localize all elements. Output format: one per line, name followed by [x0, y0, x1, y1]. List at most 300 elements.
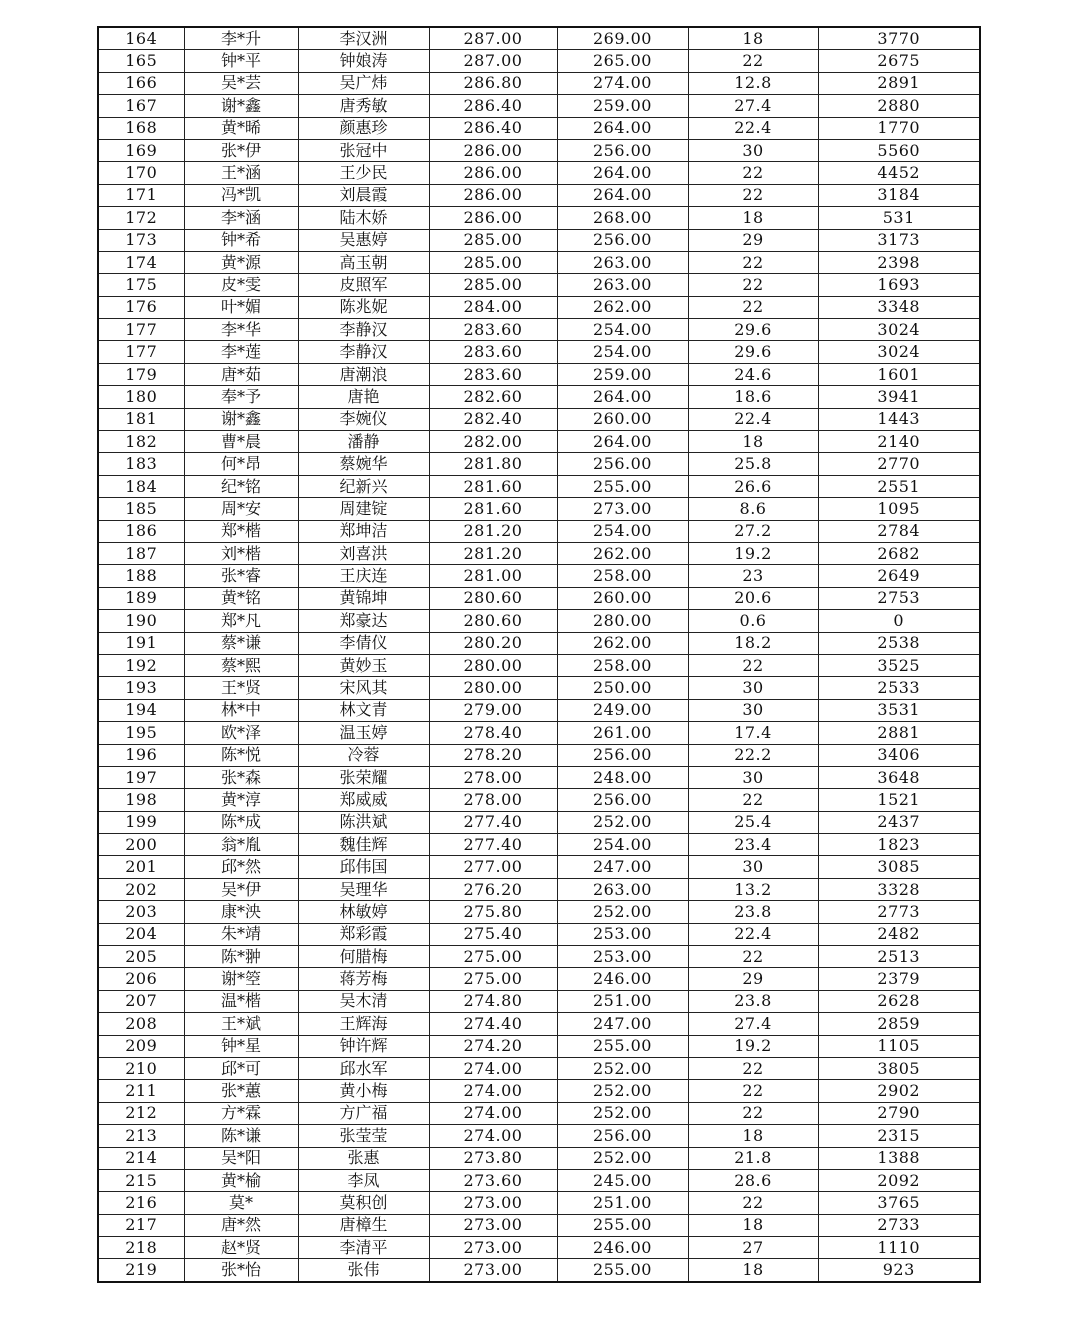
- parent-name-cell: 刘晨霞: [298, 184, 429, 206]
- base-score-cell: 252.00: [557, 1102, 688, 1124]
- table-row: [98, 363, 980, 385]
- distance-cell: 2881: [818, 722, 980, 744]
- bonus-points-cell: 17.4: [688, 722, 818, 744]
- distance-cell: 2902: [818, 1080, 980, 1102]
- rank-cell: 165: [98, 50, 184, 72]
- distance-cell: 2753: [818, 587, 980, 609]
- distance-cell: 2859: [818, 1013, 980, 1035]
- base-score-cell: 264.00: [557, 117, 688, 139]
- student-name-cell: 吴*阳: [184, 1147, 298, 1169]
- distance-cell: 2628: [818, 990, 980, 1012]
- base-score-cell: 251.00: [557, 990, 688, 1012]
- total-score-cell: 273.00: [429, 1237, 557, 1259]
- total-score-cell: 281.20: [429, 542, 557, 564]
- table-row: [98, 968, 980, 990]
- bonus-points-cell: 30: [688, 766, 818, 788]
- rank-cell: 207: [98, 990, 184, 1012]
- student-name-cell: 李*升: [184, 27, 298, 50]
- table-row: [98, 274, 980, 296]
- parent-name-cell: 张莹莹: [298, 1125, 429, 1147]
- total-score-cell: 284.00: [429, 296, 557, 318]
- student-name-cell: 钟*平: [184, 50, 298, 72]
- student-name-cell: 刘*楷: [184, 542, 298, 564]
- parent-name-cell: 黄小梅: [298, 1080, 429, 1102]
- student-name-cell: 康*泱: [184, 901, 298, 923]
- distance-cell: 2675: [818, 50, 980, 72]
- base-score-cell: 245.00: [557, 1169, 688, 1191]
- bonus-points-cell: 23.4: [688, 834, 818, 856]
- rank-cell: 217: [98, 1214, 184, 1236]
- total-score-cell: 275.40: [429, 923, 557, 945]
- total-score-cell: 286.00: [429, 139, 557, 161]
- distance-cell: 2891: [818, 72, 980, 94]
- bonus-points-cell: 0.6: [688, 610, 818, 632]
- bonus-points-cell: 29: [688, 968, 818, 990]
- rank-cell: 170: [98, 162, 184, 184]
- rank-cell: 167: [98, 95, 184, 117]
- base-score-cell: 253.00: [557, 923, 688, 945]
- distance-cell: 3805: [818, 1057, 980, 1079]
- student-name-cell: 吴*伊: [184, 878, 298, 900]
- student-name-cell: 奉*予: [184, 386, 298, 408]
- rank-cell: 183: [98, 453, 184, 475]
- student-name-cell: 莫*: [184, 1192, 298, 1214]
- distance-cell: 1443: [818, 408, 980, 430]
- total-score-cell: 281.00: [429, 565, 557, 587]
- rank-cell: 181: [98, 408, 184, 430]
- bonus-points-cell: 22: [688, 251, 818, 273]
- base-score-cell: 260.00: [557, 587, 688, 609]
- rank-cell: 194: [98, 699, 184, 721]
- bonus-points-cell: 22: [688, 162, 818, 184]
- student-name-cell: 王*贤: [184, 677, 298, 699]
- base-score-cell: 262.00: [557, 542, 688, 564]
- base-score-cell: 260.00: [557, 408, 688, 430]
- table-row: [98, 1237, 980, 1259]
- student-name-cell: 钟*希: [184, 229, 298, 251]
- parent-name-cell: 纪新兴: [298, 475, 429, 497]
- rank-cell: 182: [98, 431, 184, 453]
- bonus-points-cell: 30: [688, 856, 818, 878]
- rank-cell: 216: [98, 1192, 184, 1214]
- table-row: [98, 408, 980, 430]
- student-name-cell: 曹*晨: [184, 431, 298, 453]
- distance-cell: 2379: [818, 968, 980, 990]
- table-row: [98, 766, 980, 788]
- parent-name-cell: 李倩仪: [298, 632, 429, 654]
- bonus-points-cell: 18: [688, 27, 818, 50]
- distance-cell: 2551: [818, 475, 980, 497]
- bonus-points-cell: 22.4: [688, 408, 818, 430]
- bonus-points-cell: 22: [688, 50, 818, 72]
- table-row: [98, 139, 980, 161]
- parent-name-cell: 魏佳辉: [298, 834, 429, 856]
- distance-cell: 1095: [818, 498, 980, 520]
- distance-cell: 2649: [818, 565, 980, 587]
- student-name-cell: 唐*然: [184, 1214, 298, 1236]
- table-row: [98, 453, 980, 475]
- total-score-cell: 278.20: [429, 744, 557, 766]
- parent-name-cell: 邱伟国: [298, 856, 429, 878]
- distance-cell: 2140: [818, 431, 980, 453]
- base-score-cell: 258.00: [557, 565, 688, 587]
- rank-cell: 199: [98, 811, 184, 833]
- student-name-cell: 何*昂: [184, 453, 298, 475]
- table-row: [98, 946, 980, 968]
- distance-cell: 1388: [818, 1147, 980, 1169]
- base-score-cell: 256.00: [557, 229, 688, 251]
- distance-cell: 3406: [818, 744, 980, 766]
- table-row: [98, 632, 980, 654]
- table-row: [98, 923, 980, 945]
- student-name-cell: 王*斌: [184, 1013, 298, 1035]
- bonus-points-cell: 18.6: [688, 386, 818, 408]
- base-score-cell: 269.00: [557, 27, 688, 50]
- total-score-cell: 283.60: [429, 341, 557, 363]
- rank-cell: 188: [98, 565, 184, 587]
- distance-cell: 3173: [818, 229, 980, 251]
- student-name-cell: 黄*源: [184, 251, 298, 273]
- parent-name-cell: 蒋芳梅: [298, 968, 429, 990]
- table-row: [98, 878, 980, 900]
- bonus-points-cell: 22: [688, 654, 818, 676]
- rank-cell: 186: [98, 520, 184, 542]
- student-name-cell: 邱*可: [184, 1057, 298, 1079]
- table-row: [98, 1102, 980, 1124]
- parent-name-cell: 唐秀敏: [298, 95, 429, 117]
- distance-cell: 3648: [818, 766, 980, 788]
- bonus-points-cell: 23: [688, 565, 818, 587]
- distance-cell: 2398: [818, 251, 980, 273]
- total-score-cell: 281.20: [429, 520, 557, 542]
- total-score-cell: 276.20: [429, 878, 557, 900]
- student-name-cell: 方*霖: [184, 1102, 298, 1124]
- distance-cell: 2880: [818, 95, 980, 117]
- table-row: [98, 431, 980, 453]
- table-row: [98, 341, 980, 363]
- student-name-cell: 张*怡: [184, 1259, 298, 1282]
- bonus-points-cell: 27.4: [688, 1013, 818, 1035]
- rank-cell: 180: [98, 386, 184, 408]
- base-score-cell: 252.00: [557, 811, 688, 833]
- bonus-points-cell: 22: [688, 946, 818, 968]
- bonus-points-cell: 22: [688, 1102, 818, 1124]
- rank-cell: 168: [98, 117, 184, 139]
- rank-cell: 203: [98, 901, 184, 923]
- parent-name-cell: 冷蓉: [298, 744, 429, 766]
- parent-name-cell: 张伟: [298, 1259, 429, 1282]
- rank-cell: 196: [98, 744, 184, 766]
- parent-name-cell: 张冠中: [298, 139, 429, 161]
- total-score-cell: 286.00: [429, 184, 557, 206]
- total-score-cell: 273.00: [429, 1259, 557, 1282]
- student-name-cell: 蔡*谦: [184, 632, 298, 654]
- base-score-cell: 262.00: [557, 632, 688, 654]
- distance-cell: 1823: [818, 834, 980, 856]
- rank-cell: 212: [98, 1102, 184, 1124]
- table-row: [98, 27, 980, 50]
- total-score-cell: 280.00: [429, 677, 557, 699]
- student-name-cell: 张*森: [184, 766, 298, 788]
- rank-cell: 175: [98, 274, 184, 296]
- table-row: [98, 856, 980, 878]
- student-name-cell: 冯*凯: [184, 184, 298, 206]
- parent-name-cell: 王庆连: [298, 565, 429, 587]
- table-row: [98, 654, 980, 676]
- distance-cell: 5560: [818, 139, 980, 161]
- total-score-cell: 278.00: [429, 766, 557, 788]
- student-name-cell: 蔡*熙: [184, 654, 298, 676]
- table-row: [98, 296, 980, 318]
- total-score-cell: 286.00: [429, 207, 557, 229]
- total-score-cell: 286.40: [429, 117, 557, 139]
- total-score-cell: 274.80: [429, 990, 557, 1012]
- bonus-points-cell: 26.6: [688, 475, 818, 497]
- parent-name-cell: 张荣耀: [298, 766, 429, 788]
- bonus-points-cell: 30: [688, 677, 818, 699]
- distance-cell: 2315: [818, 1125, 980, 1147]
- bonus-points-cell: 28.6: [688, 1169, 818, 1191]
- base-score-cell: 273.00: [557, 498, 688, 520]
- base-score-cell: 252.00: [557, 1057, 688, 1079]
- base-score-cell: 253.00: [557, 946, 688, 968]
- rank-cell: 187: [98, 542, 184, 564]
- rank-cell: 171: [98, 184, 184, 206]
- rank-cell: 204: [98, 923, 184, 945]
- bonus-points-cell: 22: [688, 1057, 818, 1079]
- rank-cell: 184: [98, 475, 184, 497]
- total-score-cell: 274.20: [429, 1035, 557, 1057]
- bonus-points-cell: 18: [688, 1259, 818, 1282]
- rank-cell: 166: [98, 72, 184, 94]
- distance-cell: 3348: [818, 296, 980, 318]
- table-row: [98, 229, 980, 251]
- student-name-cell: 钟*星: [184, 1035, 298, 1057]
- parent-name-cell: 陆木娇: [298, 207, 429, 229]
- rank-cell: 200: [98, 834, 184, 856]
- distance-cell: 3770: [818, 27, 980, 50]
- total-score-cell: 274.00: [429, 1125, 557, 1147]
- table-row: [98, 565, 980, 587]
- bonus-points-cell: 12.8: [688, 72, 818, 94]
- rank-cell: 198: [98, 789, 184, 811]
- parent-name-cell: 郑豪达: [298, 610, 429, 632]
- student-name-cell: 唐*茹: [184, 363, 298, 385]
- student-name-cell: 翁*胤: [184, 834, 298, 856]
- base-score-cell: 250.00: [557, 677, 688, 699]
- student-name-cell: 陈*谦: [184, 1125, 298, 1147]
- table-row: [98, 699, 980, 721]
- bonus-points-cell: 18: [688, 207, 818, 229]
- rank-cell: 177: [98, 319, 184, 341]
- table-row: [98, 1147, 980, 1169]
- table-row: [98, 1192, 980, 1214]
- base-score-cell: 274.00: [557, 72, 688, 94]
- student-name-cell: 赵*贤: [184, 1237, 298, 1259]
- bonus-points-cell: 20.6: [688, 587, 818, 609]
- table-row: [98, 475, 980, 497]
- parent-name-cell: 陈兆妮: [298, 296, 429, 318]
- distance-cell: 3184: [818, 184, 980, 206]
- parent-name-cell: 蔡婉华: [298, 453, 429, 475]
- distance-cell: 1693: [818, 274, 980, 296]
- base-score-cell: 254.00: [557, 319, 688, 341]
- student-name-cell: 谢*鑫: [184, 95, 298, 117]
- parent-name-cell: 李清平: [298, 1237, 429, 1259]
- base-score-cell: 252.00: [557, 901, 688, 923]
- parent-name-cell: 邱水军: [298, 1057, 429, 1079]
- table-row: [98, 95, 980, 117]
- base-score-cell: 263.00: [557, 251, 688, 273]
- bonus-points-cell: 18: [688, 1214, 818, 1236]
- total-score-cell: 273.00: [429, 1214, 557, 1236]
- distance-cell: 2437: [818, 811, 980, 833]
- bonus-points-cell: 22.4: [688, 923, 818, 945]
- base-score-cell: 254.00: [557, 520, 688, 542]
- table-row: [98, 722, 980, 744]
- parent-name-cell: 刘喜洪: [298, 542, 429, 564]
- table-row: [98, 990, 980, 1012]
- parent-name-cell: 潘静: [298, 431, 429, 453]
- rank-cell: 173: [98, 229, 184, 251]
- parent-name-cell: 唐潮浪: [298, 363, 429, 385]
- base-score-cell: 256.00: [557, 789, 688, 811]
- total-score-cell: 277.00: [429, 856, 557, 878]
- parent-name-cell: 郑彩霞: [298, 923, 429, 945]
- parent-name-cell: 李婉仪: [298, 408, 429, 430]
- total-score-cell: 282.40: [429, 408, 557, 430]
- base-score-cell: 261.00: [557, 722, 688, 744]
- base-score-cell: 264.00: [557, 386, 688, 408]
- distance-cell: 531: [818, 207, 980, 229]
- bonus-points-cell: 30: [688, 699, 818, 721]
- rank-cell: 172: [98, 207, 184, 229]
- parent-name-cell: 林文青: [298, 699, 429, 721]
- parent-name-cell: 李静汉: [298, 341, 429, 363]
- bonus-points-cell: 27: [688, 1237, 818, 1259]
- parent-name-cell: 吴广炜: [298, 72, 429, 94]
- parent-name-cell: 皮照军: [298, 274, 429, 296]
- rank-cell: 219: [98, 1259, 184, 1282]
- parent-name-cell: 温玉婷: [298, 722, 429, 744]
- total-score-cell: 277.40: [429, 834, 557, 856]
- rank-cell: 179: [98, 363, 184, 385]
- distance-cell: 3941: [818, 386, 980, 408]
- student-name-cell: 周*安: [184, 498, 298, 520]
- total-score-cell: 275.00: [429, 968, 557, 990]
- bonus-points-cell: 22.2: [688, 744, 818, 766]
- bonus-points-cell: 13.2: [688, 878, 818, 900]
- student-name-cell: 温*楷: [184, 990, 298, 1012]
- bonus-points-cell: 29: [688, 229, 818, 251]
- bonus-points-cell: 22: [688, 274, 818, 296]
- rank-cell: 213: [98, 1125, 184, 1147]
- total-score-cell: 285.00: [429, 274, 557, 296]
- rank-cell: 174: [98, 251, 184, 273]
- table-row: [98, 744, 980, 766]
- bonus-points-cell: 22: [688, 789, 818, 811]
- base-score-cell: 258.00: [557, 654, 688, 676]
- parent-name-cell: 李汉洲: [298, 27, 429, 50]
- student-name-cell: 朱*靖: [184, 923, 298, 945]
- distance-cell: 2773: [818, 901, 980, 923]
- student-name-cell: 纪*铭: [184, 475, 298, 497]
- student-name-cell: 谢*鑫: [184, 408, 298, 430]
- student-name-cell: 邱*然: [184, 856, 298, 878]
- parent-name-cell: 林敏婷: [298, 901, 429, 923]
- student-name-cell: 黄*铭: [184, 587, 298, 609]
- rank-cell: 164: [98, 27, 184, 50]
- total-score-cell: 286.40: [429, 95, 557, 117]
- student-name-cell: 谢*箜: [184, 968, 298, 990]
- parent-name-cell: 黄锦坤: [298, 587, 429, 609]
- parent-name-cell: 钟许辉: [298, 1035, 429, 1057]
- student-name-cell: 王*涵: [184, 162, 298, 184]
- rank-cell: 193: [98, 677, 184, 699]
- base-score-cell: 254.00: [557, 341, 688, 363]
- distance-cell: 2482: [818, 923, 980, 945]
- student-name-cell: 李*华: [184, 319, 298, 341]
- total-score-cell: 280.60: [429, 587, 557, 609]
- table-row: [98, 207, 980, 229]
- student-name-cell: 皮*雯: [184, 274, 298, 296]
- bonus-points-cell: 24.6: [688, 363, 818, 385]
- total-score-cell: 285.00: [429, 251, 557, 273]
- distance-cell: 923: [818, 1259, 980, 1282]
- bonus-points-cell: 29.6: [688, 319, 818, 341]
- total-score-cell: 274.00: [429, 1080, 557, 1102]
- table-row: [98, 587, 980, 609]
- rank-cell: 195: [98, 722, 184, 744]
- rank-cell: 201: [98, 856, 184, 878]
- distance-cell: 1521: [818, 789, 980, 811]
- table-row: [98, 386, 980, 408]
- parent-name-cell: 高玉朝: [298, 251, 429, 273]
- bonus-points-cell: 18: [688, 1125, 818, 1147]
- table-row: [98, 520, 980, 542]
- base-score-cell: 265.00: [557, 50, 688, 72]
- rank-cell: 218: [98, 1237, 184, 1259]
- base-score-cell: 251.00: [557, 1192, 688, 1214]
- student-name-cell: 陈*翀: [184, 946, 298, 968]
- total-score-cell: 277.40: [429, 811, 557, 833]
- student-name-cell: 陈*成: [184, 811, 298, 833]
- parent-name-cell: 周建锭: [298, 498, 429, 520]
- rank-cell: 215: [98, 1169, 184, 1191]
- rank-cell: 211: [98, 1080, 184, 1102]
- rank-cell: 209: [98, 1035, 184, 1057]
- parent-name-cell: 郑威威: [298, 789, 429, 811]
- base-score-cell: 252.00: [557, 1080, 688, 1102]
- bonus-points-cell: 25.4: [688, 811, 818, 833]
- parent-name-cell: 唐樟生: [298, 1214, 429, 1236]
- student-name-cell: 郑*楷: [184, 520, 298, 542]
- table-row: [98, 1057, 980, 1079]
- distance-cell: 1601: [818, 363, 980, 385]
- total-score-cell: 280.20: [429, 632, 557, 654]
- parent-name-cell: 王少民: [298, 162, 429, 184]
- base-score-cell: 255.00: [557, 1214, 688, 1236]
- total-score-cell: 273.00: [429, 1192, 557, 1214]
- distance-cell: 4452: [818, 162, 980, 184]
- base-score-cell: 255.00: [557, 1259, 688, 1282]
- total-score-cell: 285.00: [429, 229, 557, 251]
- parent-name-cell: 黄妙玉: [298, 654, 429, 676]
- distance-cell: 2092: [818, 1169, 980, 1191]
- base-score-cell: 255.00: [557, 475, 688, 497]
- total-score-cell: 281.60: [429, 475, 557, 497]
- total-score-cell: 278.40: [429, 722, 557, 744]
